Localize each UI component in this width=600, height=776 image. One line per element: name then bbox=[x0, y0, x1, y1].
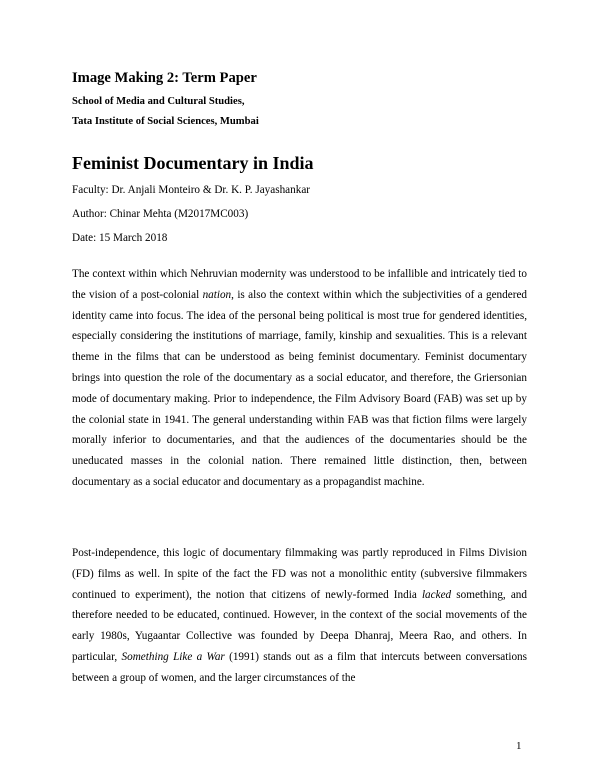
paragraph-text: (1991) stands out as a film that intercuts between conversations between a group of women, and the larger circumstances of the bbox=[72, 650, 528, 684]
emphasis-nation: nation bbox=[202, 288, 232, 301]
emphasis-lacked: lacked bbox=[421, 588, 452, 601]
author-line: Author: Chinar Mehta (M2017MC003) bbox=[72, 208, 249, 220]
date-line: Date: 15 March 2018 bbox=[72, 232, 168, 244]
institute-name: Tata Institute of Social Sciences, Mumbai bbox=[72, 116, 259, 127]
school-name: School of Media and Cultural Studies, bbox=[72, 96, 245, 107]
paragraph-text: something, and therefore needed to be educated, continued. However, in the context of the social movements of the early 1980s, Yugaantar Collective was founded by Deepa Dhanraj, Meera Rao, and others. In particular, bbox=[72, 588, 527, 663]
paragraph-text: Post-independence, this logic of documentary filmmaking was partly reproduced in Films Division (FD) films as well. In spite of the fact the FD was not a monolithic entity (subversive filmmakers continued to experiment), the notion that citizens of newly-formed India bbox=[72, 547, 527, 601]
page-number: 1 bbox=[516, 740, 522, 752]
paper-title: Feminist Documentary in India bbox=[72, 153, 314, 173]
course-title: Image Making 2: Term Paper bbox=[72, 70, 257, 86]
film-title: Something Like a War bbox=[121, 650, 225, 663]
body-paragraph-2 bbox=[72, 543, 527, 689]
paragraph-text: The context within which Nehruvian modernity was understood to be infallible and intricately tied to the vision of a post-colonial bbox=[72, 268, 527, 301]
body-paragraph-1 bbox=[72, 264, 527, 493]
faculty-line: Faculty: Dr. Anjali Monteiro & Dr. K. P. Jayashankar bbox=[72, 184, 311, 196]
paragraph-text: , is also the context within which the subjectivities of a gendered identity came into focus. The idea of the personal being political is most true for gendered identities, especially considering the institutions of marriage, family, kinship and sexualities. This is a relevant theme in the films that can be understood as being feminist documentary. Feminist documentary brings into question the role of the documentary as a social educator, and therefore, the Griersonian mode of documentary making. Prior to independence, the Film Advisory Board (FAB) was set up by the colonial state in 1941. The general understanding within FAB was that fiction films were largely morally inferior to documentaries, and that the audiences of the documentaries should be the uneducated masses in the colonial nation. There remained little distinction, then, between documentary as a social educator and documentary as a propagandist machine. bbox=[72, 288, 527, 488]
